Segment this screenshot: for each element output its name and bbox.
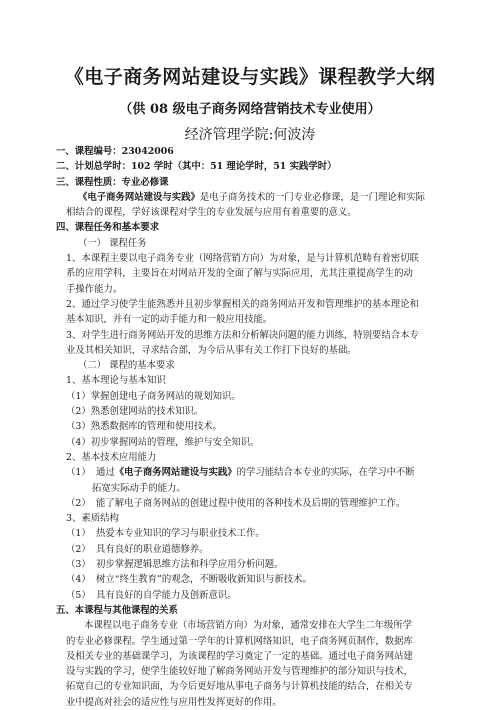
course-code: 一、课程编号：23042006 (56, 146, 174, 157)
task-1-line-b: 系的应用学科，主要旨在对网站开发的全面了解与实际应用，尤其注重提高学生的动 (66, 268, 413, 280)
req-1-heading: 1、基本理论与基本知识 (66, 375, 166, 387)
req-3-heading: 3、素质结构 (66, 513, 119, 525)
req-2-item-1-cont: 拓宽实际动手的能力。 (92, 482, 186, 494)
section-5-heading: 五、本课程与其他课程的关系 (56, 604, 178, 616)
req-3-item: （2） 具有良好的职业道德修养。 (66, 543, 209, 555)
req-1-item: （2）熟悉创建网站的技术知识。 (66, 406, 204, 418)
relation-line: 业中提高对社会的适应性与应用性发挥更好的作用。 (66, 696, 282, 708)
req-3-item: （5） 具有良好的自学能力及创新意识。 (66, 589, 237, 601)
document-title: 《电子商务网站建设与实践》课程教学大纲 (64, 66, 436, 88)
req-1-item: （1）掌握创建电子商务网站的规划知识。 (66, 390, 241, 402)
intro-line-2: 相结合的课程，学好该课程对学生的专业发展与应用有着重要的意义。 (66, 207, 357, 219)
intro-line-1: 《电子商务网站建设与实践》是电子商务技术的一门专业必修课，是一门理论和实际 (78, 191, 425, 203)
task-3-line-a: 3、对学生进行商务网站开发的思维方法和分析解决问题的能力训练，特别要结合本专 (66, 329, 419, 341)
course-nature: 三、课程性质：专业必修课 (56, 176, 169, 188)
document-subtitle: （供 08 级电子商务网络营销技术专业使用） (119, 102, 381, 117)
subsection-tasks: （一） 课程任务 (78, 237, 147, 249)
relation-line: 本课程以电子商务专业（市场营销方向）为对象，通常安排在大学生二年级所学 (84, 620, 413, 632)
task-1-line-c: 手操作能力。 (66, 283, 123, 295)
section-4-heading: 四、课程任务和基本要求 (56, 222, 160, 234)
course-hours: 二、计划总学时：102 学时（其中：51 理论学时，51 实践学时） (56, 161, 337, 173)
req-3-item: （1） 热爱本专业知识的学习与职业技术工作。 (66, 528, 265, 540)
document-body (56, 144, 458, 710)
req-2-item-2: （2） 能了解电子商务网站的创建过程中使用的各种技术及后期的管理维护工作。 (66, 497, 406, 509)
req-1-item: （3）熟悉数据库的管理和使用技术。 (66, 421, 222, 433)
req-3-item: （3） 初步掌握逻辑思维方法和科学应用分析问题。 (66, 559, 284, 571)
document-author: 经济管理学院:何波涛 (184, 127, 316, 143)
task-1-line-a: 1、本课程主要以电子商务专业（网络营销方向）为对象，是与计算机范畴有着密切联 (66, 253, 419, 265)
task-3-line-b: 业及其相关知识，寻求结合部，为今后从事有关工作打下良好的基础。 (66, 344, 357, 356)
relation-line: 设与实践的学习，使学生能较好地了解商务网站开发与管理维护的部分知识与技术， (66, 666, 413, 678)
task-2-line-a: 2、通过学习使学生能熟悉并且初步掌握相关的商务网站开发和管理维护的基本理论和 (66, 298, 419, 310)
req-3-item: （4） 树立“终生教育”的观念，不断吸收新知识与新技术。 (66, 574, 312, 586)
req-2-item-1: （1） 通过《电子商务网站建设与实践》的学习能结合本专业的实际，在学习中不断 (66, 467, 415, 479)
course-name-bold: 《电子商务网站建设与实践》 (78, 191, 200, 203)
subsection-requirements: （二） 课程的基本要求 (78, 360, 175, 372)
course-name-bold: 《电子商务网站建设与实践》 (114, 467, 237, 479)
req-2-heading: 2、基本技术应用能力 (66, 451, 157, 463)
relation-line: 拓宽自己的专业知识面，为今后更好地从事电子商务与计算机技能的结合，在相关专 (66, 681, 413, 693)
relation-line: 的专业必修课程。学生通过第一学年的计算机网络知识，电子商务网页制作，数据库 (66, 635, 413, 647)
task-2-line-b: 基本知识，并有一定的动手能力和一般应用技能。 (66, 314, 273, 326)
req-1-item: （4）初步掌握网站的管理，维护与安全知识。 (66, 436, 260, 448)
relation-line: 及相关专业的基础课学习，为该课程的学习奠定了一定的基础。通过电子商务网站建 (66, 650, 413, 662)
